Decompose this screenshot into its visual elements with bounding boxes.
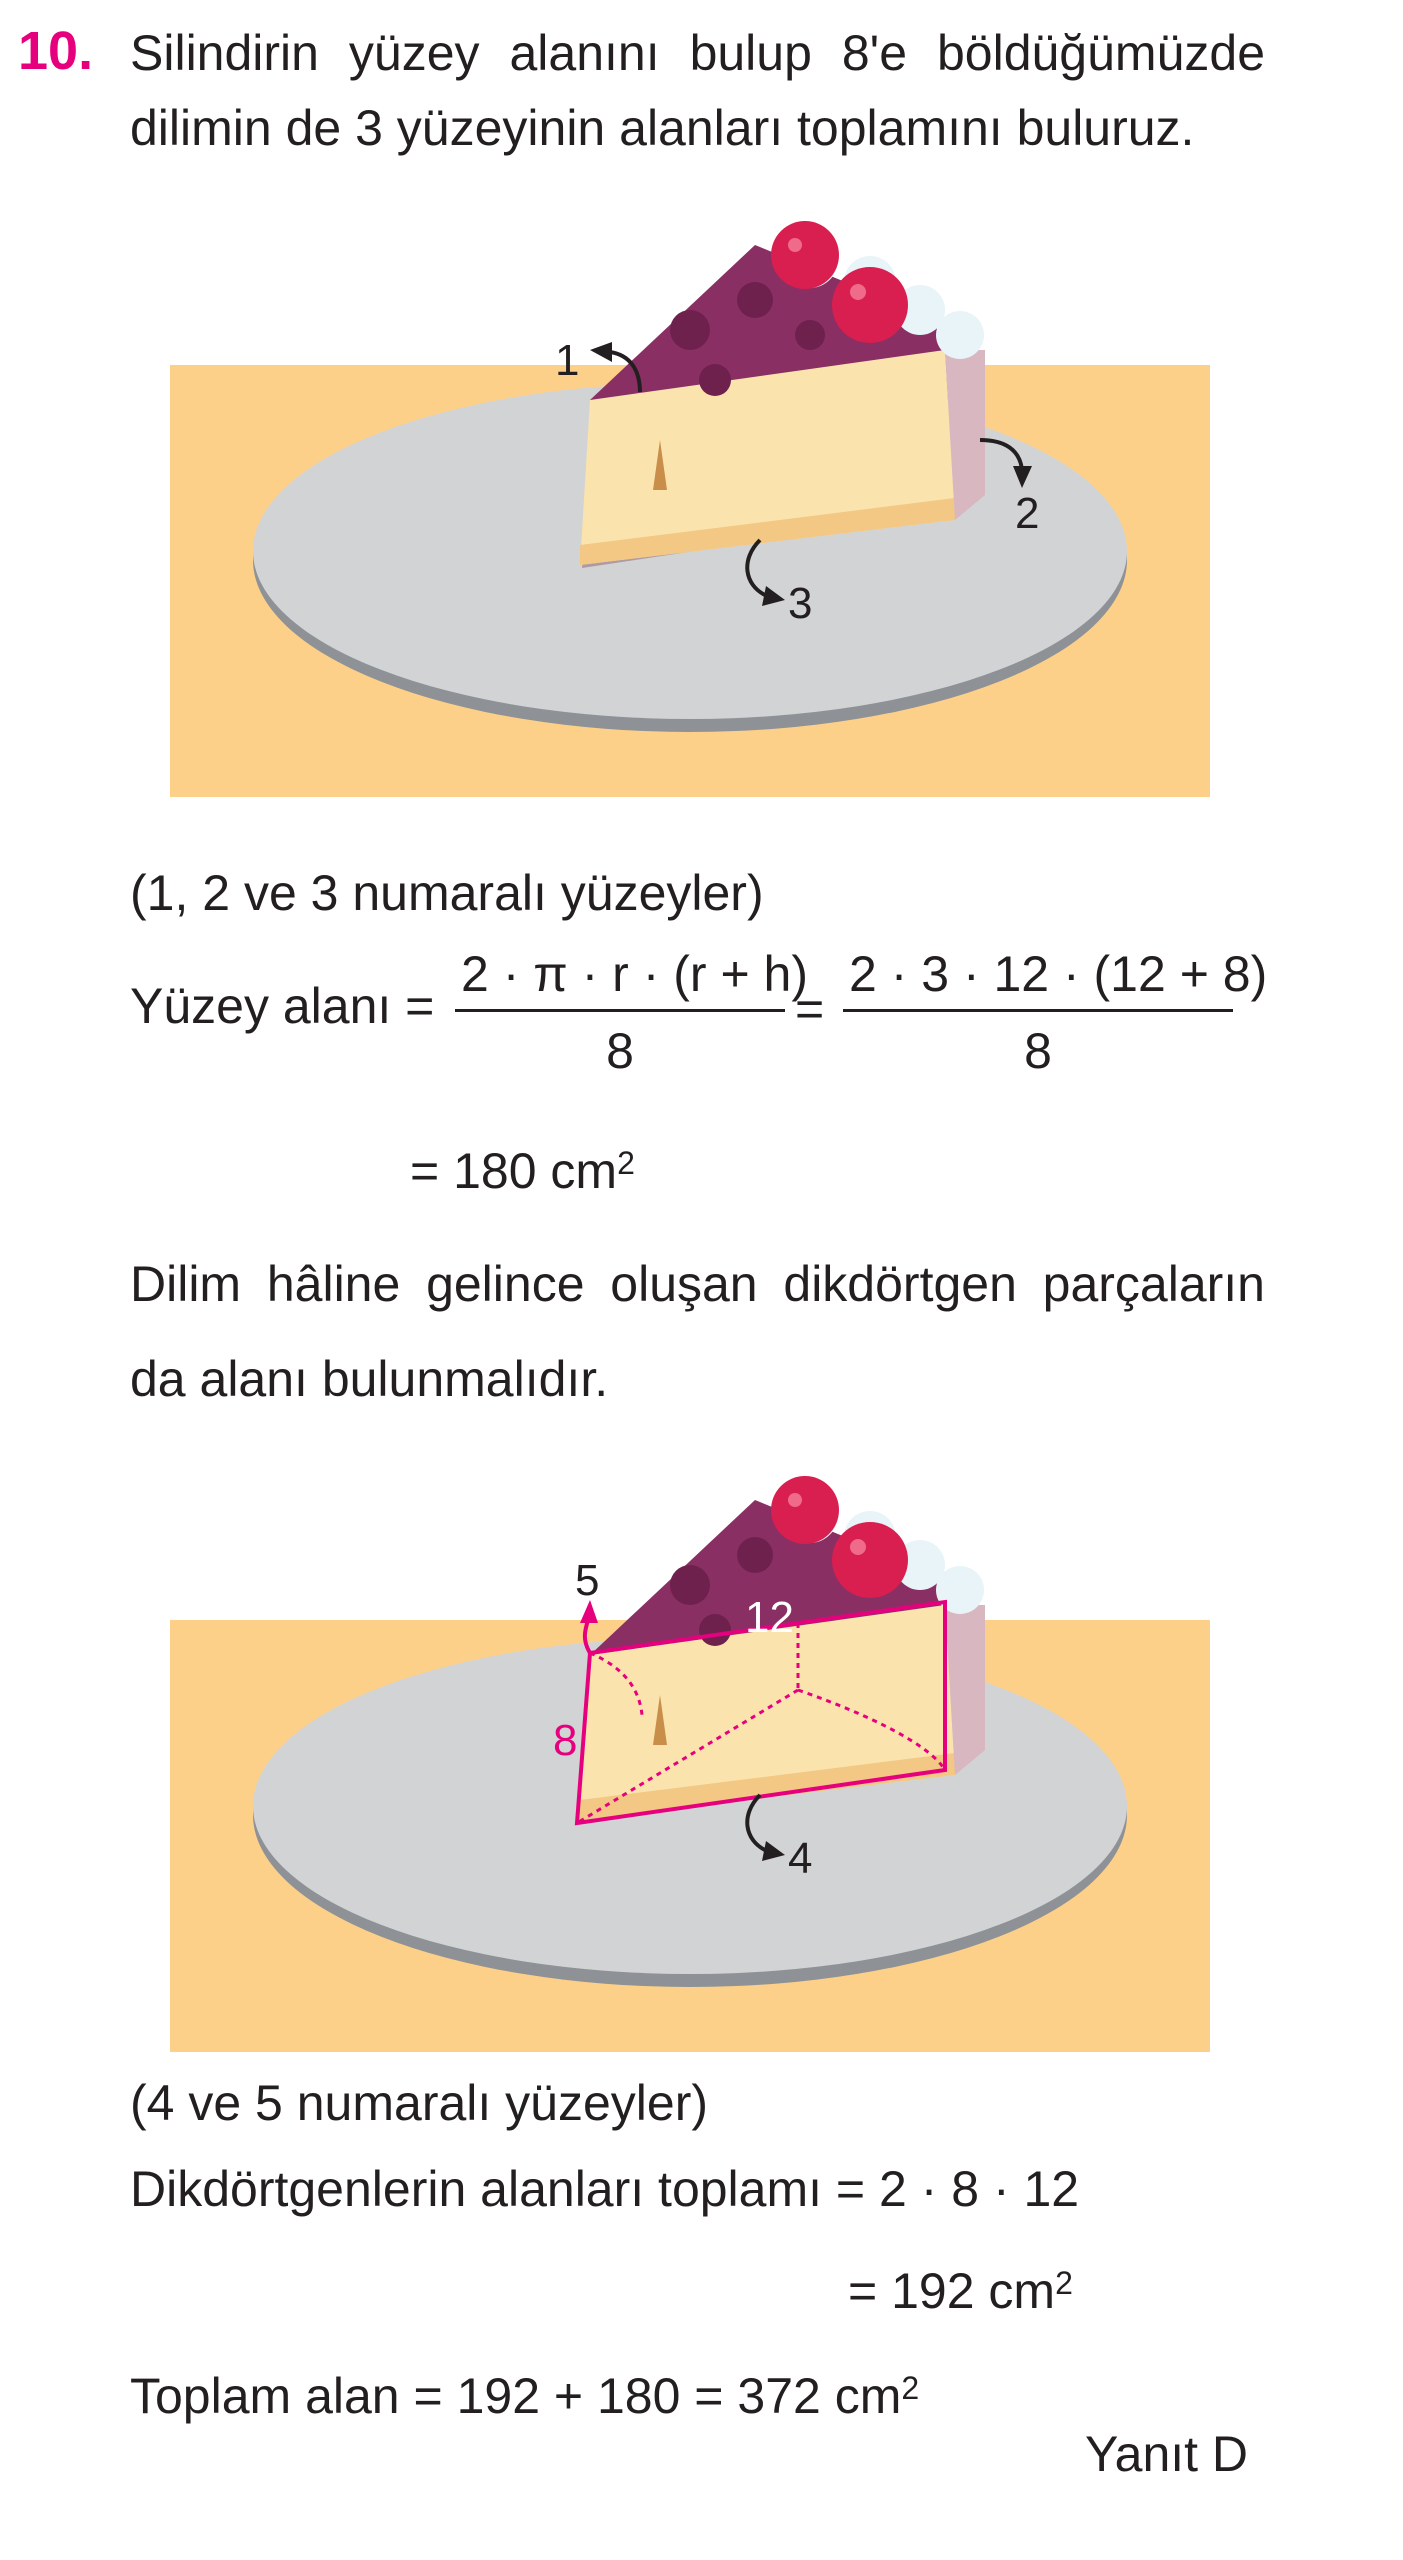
raspberry-highlight [788, 238, 802, 252]
question-number: 10. [18, 21, 94, 81]
cake-figure-2 [170, 1425, 1210, 2065]
fraction-2-denominator: 8 [1024, 1023, 1052, 1079]
topping-hole [737, 1537, 773, 1573]
rectangles-area-formula: Dikdörtgenlerin alanları toplamı = 2 · 8 · 12 [130, 2161, 1080, 2217]
answer: Yanıt D [1085, 2426, 1249, 2482]
raspberry [832, 1522, 908, 1598]
label-12: 12 [745, 1593, 794, 1642]
cake-figure-1 [170, 170, 1210, 810]
label-8: 8 [553, 1716, 578, 1765]
equals-sign: = [795, 981, 825, 1037]
result-180: = 180 $cm^2$ [410, 1143, 635, 1199]
raspberry [771, 221, 839, 289]
raspberry-highlight [850, 284, 866, 300]
caption-surfaces-4-5: (4 ve 5 numaralı yüzeyler) [130, 2075, 709, 2131]
cake-illustration-1 [170, 170, 1210, 810]
question-text [130, 22, 1265, 84]
question-line-2: dilimin de 3 yüzeyinin alanları toplamını buluruz. [130, 100, 1195, 156]
cake-illustration-2 [170, 1425, 1210, 2065]
formula-lhs: Yüzey alanı = [130, 978, 435, 1034]
explanation [130, 1253, 1265, 1315]
label-2: 2 [1015, 489, 1040, 538]
raspberry [832, 267, 908, 343]
fraction-1 [455, 945, 808, 1080]
topping-hole [699, 364, 731, 396]
raspberry [771, 1476, 839, 1544]
result-192: = 192 $cm^2$ [848, 2263, 1073, 2319]
cream-dollop [936, 311, 984, 359]
topping-hole [670, 1565, 710, 1605]
total-area: Toplam alan = 192 + 180 = 372 $cm^2$ [130, 2368, 920, 2424]
explanation-line-2: da alanı bulunmalıdır. [130, 1351, 609, 1407]
raspberry-highlight [850, 1539, 866, 1555]
fraction-1-denominator: 8 [606, 1023, 634, 1079]
topping-hole [737, 282, 773, 318]
label-4: 4 [788, 1834, 813, 1883]
topping-hole [795, 320, 825, 350]
question-line-1: Silindirin yüzey alanını bulup 8'e böldüğümüzde [130, 25, 1265, 81]
fraction-2 [843, 945, 1268, 1080]
caption-surfaces-1-2-3: (1, 2 ve 3 numaralı yüzeyler) [130, 865, 764, 921]
topping-hole [670, 310, 710, 350]
fraction-1-numerator: 2 · π · r · (r + h) [455, 945, 785, 1012]
label-3: 3 [788, 579, 813, 628]
fraction-2-numerator: 2 · 3 · 12 · (12 + 8) [843, 945, 1233, 1012]
explanation-line-1: Dilim hâline gelince oluşan dikdörtgen parçaların [130, 1256, 1265, 1312]
label-5: 5 [575, 1556, 600, 1605]
arrow-1-head [590, 342, 612, 362]
raspberry-highlight [788, 1493, 802, 1507]
topping-hole [699, 1614, 731, 1646]
label-1: 1 [555, 336, 580, 385]
